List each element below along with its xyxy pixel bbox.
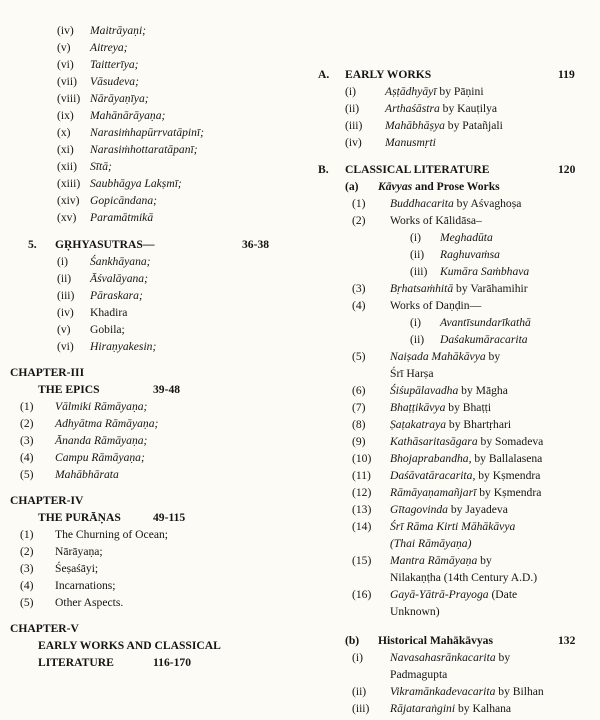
- section-number: (a): [345, 180, 359, 193]
- entry-text: [390, 586, 594, 620]
- toc-entry: [352, 348, 594, 382]
- section-title-text: GṚHYASUTRAS—: [55, 238, 155, 251]
- entry-text-seg: by Bhartṛhari: [446, 418, 512, 431]
- entry-number: (iii): [352, 702, 370, 715]
- toc-entry: [20, 449, 298, 466]
- entry-text: [390, 467, 594, 484]
- toc-entry: [57, 90, 298, 107]
- entry-text: [90, 73, 298, 90]
- entry-text-seg: Unknown): [390, 605, 440, 618]
- toc-entry: [20, 560, 298, 577]
- entry-text: [390, 212, 594, 229]
- entry-text-seg: Manusmṛti: [385, 136, 436, 149]
- toc-entry: [352, 467, 594, 484]
- toc-entry: [57, 304, 298, 321]
- chapter-title-line: [38, 509, 298, 526]
- entry-text: [385, 83, 594, 100]
- entry-text-seg: (Thai Rāmāyaṇa): [390, 537, 472, 550]
- toc-entry: [352, 450, 594, 467]
- section-heading: [28, 236, 298, 253]
- entry-text-seg: by Somadeva: [477, 435, 544, 448]
- toc-entry: [352, 195, 594, 212]
- entry-text-seg: Gayā-Yātrā-Prayoga: [390, 588, 489, 601]
- entry-number: (4): [20, 579, 34, 592]
- entry-text-seg: Aṣṭādhyāyī: [385, 85, 437, 98]
- entry-text-seg: Saubhāgya Lakṣmī;: [90, 177, 182, 190]
- entry-text-seg: Gītagovinda: [390, 503, 448, 516]
- toc-entry: [352, 552, 594, 586]
- entry-number: (7): [352, 401, 366, 414]
- entry-text-seg: Vikramānkadevacarita: [390, 685, 496, 698]
- entry-text-seg: Kathāsaritasāgara: [390, 435, 478, 448]
- entry-text: [90, 209, 298, 226]
- entry-text-seg: Maitrāyaṇi;: [90, 24, 147, 37]
- entry-text: [90, 56, 298, 73]
- section-heading: [345, 632, 594, 649]
- entry-number: (ii): [410, 333, 425, 346]
- toc-entry: [20, 432, 298, 449]
- toc-entry: [57, 158, 298, 175]
- entry-number: (5): [20, 596, 34, 609]
- toc-entry: [57, 39, 298, 56]
- entry-number: (5): [20, 468, 34, 481]
- entry-text: [90, 90, 298, 107]
- entry-text-seg: by Patañjali: [444, 119, 503, 132]
- entry-text-seg: (Date: [488, 588, 518, 601]
- entry-number: (xi): [57, 143, 74, 156]
- entry-text-seg: Khadira: [90, 306, 128, 319]
- entry-number: (ix): [57, 109, 74, 122]
- entry-text-seg: Narasiṁhapūrrvatāpinī;: [90, 126, 205, 139]
- entry-text: [55, 543, 298, 560]
- toc-entry: [345, 134, 594, 151]
- entry-number: (ii): [57, 272, 72, 285]
- entry-text: [90, 253, 298, 270]
- chapter-title: EARLY WORKS AND CLASSICAL: [38, 639, 221, 652]
- entry-text-seg: Meghadūta: [440, 231, 493, 244]
- entry-text-seg: Śiśupālavadha: [390, 384, 459, 397]
- entry-text: [390, 501, 594, 518]
- toc-entry: [410, 331, 594, 348]
- entry-text: [55, 526, 298, 543]
- entry-text: [390, 382, 594, 399]
- entry-text: [440, 229, 594, 246]
- entry-text: [90, 107, 298, 124]
- entry-text: [90, 39, 298, 56]
- entry-text-seg: Raghuvaṁsa: [440, 248, 500, 261]
- toc-entry: [352, 484, 594, 501]
- toc-entry: [352, 297, 594, 314]
- entry-text-seg: Arthaśāstra: [385, 102, 440, 115]
- entry-text: [385, 117, 594, 134]
- entry-text-seg: Ānanda Rāmāyaṇa;: [55, 434, 148, 447]
- entry-text: [440, 331, 594, 348]
- toc-entry: [20, 543, 298, 560]
- section-title-text: Historical Mahākāvyas: [378, 634, 493, 647]
- section-title: [345, 161, 489, 178]
- entry-text-seg: Mahābhārata: [55, 468, 119, 481]
- entry-text-seg: Bṛhatsaṁhitā: [390, 282, 454, 295]
- toc-entry: [352, 212, 594, 229]
- toc-entry: [57, 56, 298, 73]
- chapter-title: THE EPICS: [38, 383, 100, 396]
- entry-text: [90, 141, 298, 158]
- entry-text-seg: Campu Rāmāyaṇa;: [55, 451, 145, 464]
- toc-entry: [57, 22, 298, 39]
- section-heading: [345, 178, 594, 195]
- toc-entry: [410, 314, 594, 331]
- toc-entry: [57, 141, 298, 158]
- entry-text-seg: by: [485, 350, 501, 363]
- section-pages: 120: [558, 163, 576, 176]
- toc-entry: [57, 321, 298, 338]
- entry-text-seg: Hiraṇyakesin;: [90, 340, 157, 353]
- section-heading: [318, 66, 594, 83]
- section-number: A.: [318, 68, 330, 81]
- entry-text-seg: Works of Kālidāsa–: [390, 214, 482, 227]
- toc-entry: [57, 287, 298, 304]
- entry-text-seg: Āśvalāyana;: [90, 272, 148, 285]
- entry-text: [90, 22, 298, 39]
- chapter-pages: 116-170: [153, 656, 192, 669]
- entry-number: (xii): [57, 160, 77, 173]
- toc-entry: [352, 700, 594, 717]
- entry-number: (vi): [57, 58, 74, 71]
- section-title: [345, 66, 431, 83]
- chapter-title: LITERATURE: [38, 656, 114, 669]
- entry-number: (iv): [57, 24, 74, 37]
- entry-text: [385, 100, 594, 117]
- toc-entry: [57, 124, 298, 141]
- chapter-title-line: [38, 381, 298, 398]
- entry-text: [440, 246, 594, 263]
- entry-text-seg: by: [495, 651, 511, 664]
- entry-number: (1): [20, 400, 34, 413]
- toc-entry: [352, 416, 594, 433]
- entry-number: (4): [352, 299, 366, 312]
- entry-text-seg: by Pāṇini: [436, 85, 484, 98]
- section-title: [55, 236, 154, 253]
- entry-number: (xiv): [57, 194, 80, 207]
- entry-text: [390, 297, 594, 314]
- entry-text-seg: by Kṣmendra: [475, 469, 541, 482]
- entry-text-seg: Mantra Rāmāyaṇa: [390, 554, 478, 567]
- entry-text-seg: Śrī Rāma Kirti Māhākāvya: [390, 520, 516, 533]
- entry-number: (v): [57, 323, 71, 336]
- toc-entry: [57, 107, 298, 124]
- entry-text: [390, 683, 594, 700]
- entry-text: [390, 518, 594, 552]
- entry-number: (15): [352, 554, 372, 567]
- entry-number: (ii): [345, 102, 360, 115]
- entry-number: (i): [410, 231, 421, 244]
- chapter-title-line: [38, 654, 298, 671]
- entry-text-seg: Pāraskara;: [90, 289, 143, 302]
- entry-number: (vi): [57, 340, 74, 353]
- chapter-title-line: [38, 637, 298, 654]
- entry-text-seg: Śrī Harṣa: [390, 367, 434, 380]
- entry-text: [55, 398, 298, 415]
- toc-entry: [352, 280, 594, 297]
- toc-entry: [352, 433, 594, 450]
- entry-text: [90, 124, 298, 141]
- entry-text-seg: Rājataraṅgini: [390, 702, 456, 715]
- entry-text-seg: Śeṣaśāyi;: [55, 562, 99, 575]
- entry-number: (i): [345, 85, 356, 98]
- entry-number: (iv): [57, 306, 74, 319]
- entry-text-seg: Other Aspects.: [55, 596, 124, 609]
- entry-number: (3): [20, 562, 34, 575]
- entry-text-seg: Nārāyaṇa;: [55, 545, 103, 558]
- entry-text: [55, 466, 298, 483]
- entry-number: (11): [352, 469, 371, 482]
- entry-number: (xiii): [57, 177, 81, 190]
- entry-text-seg: Works of Daṇḍin—: [390, 299, 482, 312]
- entry-text-seg: Daśāvatāracarita,: [390, 469, 476, 482]
- toc-entry: [57, 209, 298, 226]
- section-title-text: and Prose Works: [412, 180, 500, 193]
- entry-text: [90, 158, 298, 175]
- toc-entry: [345, 117, 594, 134]
- section-number: B.: [318, 163, 329, 176]
- entry-text: [385, 134, 594, 151]
- entry-text: [55, 594, 298, 611]
- entry-text-seg: Incarnations;: [55, 579, 116, 592]
- section-number: 5.: [28, 238, 37, 251]
- entry-text: [55, 577, 298, 594]
- entry-number: (9): [352, 435, 366, 448]
- entry-number: (3): [20, 434, 34, 447]
- entry-text: [90, 192, 298, 209]
- entry-number: (1): [352, 197, 366, 210]
- entry-number: (iii): [57, 289, 75, 302]
- entry-text: [55, 560, 298, 577]
- entry-number: (x): [57, 126, 71, 139]
- entry-text-seg: Kumāra Saṁbhava: [440, 265, 530, 278]
- entry-number: (vii): [57, 75, 77, 88]
- entry-text: [90, 304, 298, 321]
- toc-entry: [57, 175, 298, 192]
- entry-text-seg: Mahānārāyaṇa;: [90, 109, 166, 122]
- chapter-heading: [10, 492, 298, 526]
- entry-number: (iv): [345, 136, 362, 149]
- entry-text: [90, 270, 298, 287]
- entry-number: (14): [352, 520, 372, 533]
- section-number: (b): [345, 634, 360, 647]
- entry-text: [440, 263, 594, 280]
- entry-text-seg: Buddhacarita: [390, 197, 454, 210]
- entry-text: [90, 338, 298, 355]
- entry-text-seg: Avantīsundarīkathā: [440, 316, 531, 329]
- entry-number: (v): [57, 41, 71, 54]
- entry-text-seg: Naiṣada Mahākāvya: [390, 350, 486, 363]
- entry-number: (i): [410, 316, 421, 329]
- entry-text-seg: by Kalhana: [455, 702, 512, 715]
- toc-right-column: [312, 0, 594, 717]
- toc-entry: [20, 398, 298, 415]
- chapter-label: CHAPTER-IV: [10, 494, 84, 507]
- entry-text: [390, 348, 594, 382]
- entry-number: (xv): [57, 211, 77, 224]
- entry-text: [390, 700, 594, 717]
- section-pages: 119: [558, 68, 575, 81]
- section-pages: 132: [558, 634, 576, 647]
- entry-number: (3): [352, 282, 366, 295]
- entry-text-seg: Taitterīya;: [90, 58, 139, 71]
- entry-text-seg: by Varāhamihir: [453, 282, 528, 295]
- entry-text-seg: Daśakumāracarita: [440, 333, 528, 346]
- entry-text-seg: Mahābhāṣya: [385, 119, 445, 132]
- toc-entry: [352, 518, 594, 552]
- entry-text-seg: Rāmāyaṇamañjarī: [390, 486, 477, 499]
- entry-text-seg: Sītā;: [90, 160, 112, 173]
- entry-text: [390, 552, 594, 586]
- entry-text: [390, 450, 594, 467]
- entry-text-seg: Vālmiki Rāmāyaṇa;: [55, 400, 148, 413]
- entry-text-seg: by Māgha: [458, 384, 508, 397]
- entry-text: [90, 321, 298, 338]
- toc-entry: [352, 586, 594, 620]
- section-pages: 36-38: [242, 238, 270, 251]
- entry-text-seg: by Bilhan: [495, 685, 544, 698]
- entry-number: (12): [352, 486, 372, 499]
- entry-text-seg: Śankhāyana;: [90, 255, 151, 268]
- chapter-pages: 39-48: [153, 383, 181, 396]
- chapter-title: THE PURĀṆAS: [38, 511, 121, 524]
- entry-text-seg: The Churning of Ocean;: [55, 528, 169, 541]
- toc-entry: [20, 594, 298, 611]
- entry-number: (i): [352, 651, 363, 664]
- toc-entry: [20, 526, 298, 543]
- toc-entry: [345, 83, 594, 100]
- entry-text-seg: by Aśvaghoṣa: [453, 197, 522, 210]
- section-title-italic: Kāvyas: [378, 180, 413, 193]
- entry-text-seg: by Kauṭilya: [439, 102, 498, 115]
- toc-entry: [57, 73, 298, 90]
- entry-text: [55, 415, 298, 432]
- toc-entry: [352, 649, 594, 683]
- entry-number: (2): [352, 214, 366, 227]
- toc-entry: [57, 338, 298, 355]
- section-title: [378, 178, 500, 195]
- entry-text: [390, 484, 594, 501]
- entry-text-seg: Paramātmikā: [90, 211, 154, 224]
- entry-text: [55, 432, 298, 449]
- chapter-label: CHAPTER-III: [10, 366, 85, 379]
- toc-entry: [352, 683, 594, 700]
- entry-text-seg: Adhyātma Rāmāyaṇa;: [55, 417, 159, 430]
- entry-text-seg: by Ballalasena: [471, 452, 543, 465]
- entry-number: (ii): [352, 685, 367, 698]
- entry-text-seg: Vāsudeva;: [90, 75, 139, 88]
- entry-number: (10): [352, 452, 372, 465]
- toc-entry: [57, 270, 298, 287]
- entry-text-seg: Nilakaṇṭha (14th Century A.D.): [390, 571, 538, 584]
- entry-text: [390, 195, 594, 212]
- toc-entry: [345, 100, 594, 117]
- entry-number: (4): [20, 451, 34, 464]
- toc-entry: [20, 466, 298, 483]
- toc-entry: [410, 246, 594, 263]
- entry-text-seg: by Bhaṭṭi: [445, 401, 492, 414]
- section-heading: [318, 161, 594, 178]
- toc-entry: [410, 229, 594, 246]
- toc-left-column: [10, 0, 298, 671]
- entry-text-seg: Padmagupta: [390, 668, 448, 681]
- entry-text-seg: Ṣaṭakatraya: [390, 418, 447, 431]
- toc-entry: [57, 253, 298, 270]
- chapter-pages: 49-115: [153, 511, 186, 524]
- entry-text-seg: Gobila;: [90, 323, 125, 336]
- entry-number: (8): [352, 418, 366, 431]
- entry-text-seg: Narasiṁhottaratāpanī;: [90, 143, 198, 156]
- section-title-text: CLASSICAL LITERATURE: [345, 163, 490, 176]
- entry-number: (5): [352, 350, 366, 363]
- entry-text: [90, 175, 298, 192]
- chapter-label: CHAPTER-V: [10, 622, 79, 635]
- entry-number: (2): [20, 417, 34, 430]
- chapter-heading: [10, 364, 298, 398]
- entry-text: [390, 280, 594, 297]
- entry-text: [390, 399, 594, 416]
- entry-text-seg: Navasahasrānkacarita: [390, 651, 496, 664]
- entry-number: (iii): [345, 119, 363, 132]
- entry-text-seg: by Jayadeva: [447, 503, 508, 516]
- entry-text: [90, 287, 298, 304]
- entry-number: (ii): [410, 248, 425, 261]
- toc-entry: [20, 577, 298, 594]
- section-title-text: EARLY WORKS: [345, 68, 432, 81]
- entry-text: [390, 416, 594, 433]
- entry-number: (iii): [410, 265, 428, 278]
- toc-entry: [20, 415, 298, 432]
- chapter-heading: [10, 620, 298, 671]
- toc-entry: [352, 501, 594, 518]
- entry-text-seg: Bhojaprabandha,: [390, 452, 472, 465]
- entry-text-seg: by: [477, 554, 492, 567]
- entry-number: (i): [57, 255, 68, 268]
- entry-text-seg: by Kṣmendra: [476, 486, 542, 499]
- entry-number: (2): [20, 545, 34, 558]
- entry-text-seg: Aitreya;: [90, 41, 128, 54]
- entry-text: [390, 433, 594, 450]
- entry-number: (viii): [57, 92, 81, 105]
- entry-text-seg: Bhaṭṭikāvya: [390, 401, 446, 414]
- toc-entry: [57, 192, 298, 209]
- toc-entry: [352, 382, 594, 399]
- entry-text: [390, 649, 594, 683]
- entry-number: (16): [352, 588, 372, 601]
- entry-text-seg: Nārāyaṇīya;: [90, 92, 149, 105]
- entry-number: (13): [352, 503, 372, 516]
- toc-entry: [410, 263, 594, 280]
- section-title: [378, 632, 493, 649]
- entry-number: (1): [20, 528, 34, 541]
- entry-text-seg: Gopicāndana;: [90, 194, 157, 207]
- entry-number: (6): [352, 384, 366, 397]
- entry-text: [55, 449, 298, 466]
- toc-entry: [352, 399, 594, 416]
- entry-text: [440, 314, 594, 331]
